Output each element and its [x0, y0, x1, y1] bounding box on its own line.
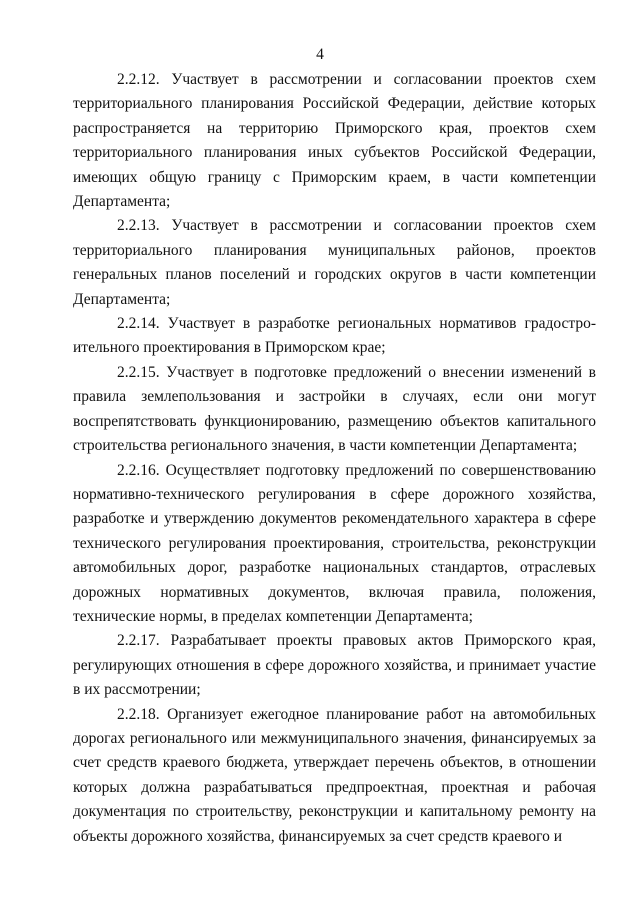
paragraph-2-2-15: 2.2.15. Участвует в подготовке предложений о внесении изменений в правила землепользования и застройки в случаях, если они могут воспрепятствовать функционированию, размещению объектов капитального строительства регионального значения, в части компетенции Департамента; [73, 363, 596, 455]
paragraph-2-2-16: 2.2.16. Осуществляет подготовку предложений по совершенствованию нормативно-технического регулирования в сфере дорожного хозяйства, разработке и утверждению документов рекомендательного характера в сфере технического регулирования проектирования, строительства, реконструкции автомобильных дорог, разработке национальных стандартов, отраслевых дорожных нормативных документов, включая правила, положения, технические нормы, в пределах компетенции Департамента; [73, 461, 596, 625]
paragraph-2-2-14: 2.2.14. Участвует в разработке региональных нормативов градостро-ительного проектирования в Приморском крае; [73, 315, 596, 357]
paragraph-2-2-13: 2.2.13. Участвует в рассмотрении и согласовании проектов схем территориального планирования муниципальных районов, проектов генеральных планов поселений и городских округов в части компетенции Департамента; [73, 217, 596, 308]
paragraph-2-2-17: 2.2.17. Разрабатывает проекты правовых актов Приморского края, регулирующих отношения в сфере дорожного хозяйства, и принимает участие в их рассмотрении; [73, 632, 596, 699]
paragraph-2-2-12: 2.2.12. Участвует в рассмотрении и согласовании проектов схем территориального планирования Российской Федерации, действие которых распространяется на территорию Приморского края, проектов схем территориального планирования иных субъектов Российской Федерации, имеющих общую границу с Приморским краем, в части компетенции Департамента; [73, 71, 596, 211]
paragraph-2-2-18: 2.2.18. Организует ежегодное планирование работ на автомобильных дорогах регионального или межмуниципального значения, финансируемых за счет средств краевого бюджета, утверждает перечень объектов, в отношении которых должна разрабатываться предпроектная, проектная и рабочая документация по строительству, реконструкции и капитальному ремонту на объекты дорожного хозяйства, финансируемых за счет средств краевого и [73, 705, 596, 845]
document-body [73, 68, 596, 849]
page-number: 4 [316, 46, 324, 63]
